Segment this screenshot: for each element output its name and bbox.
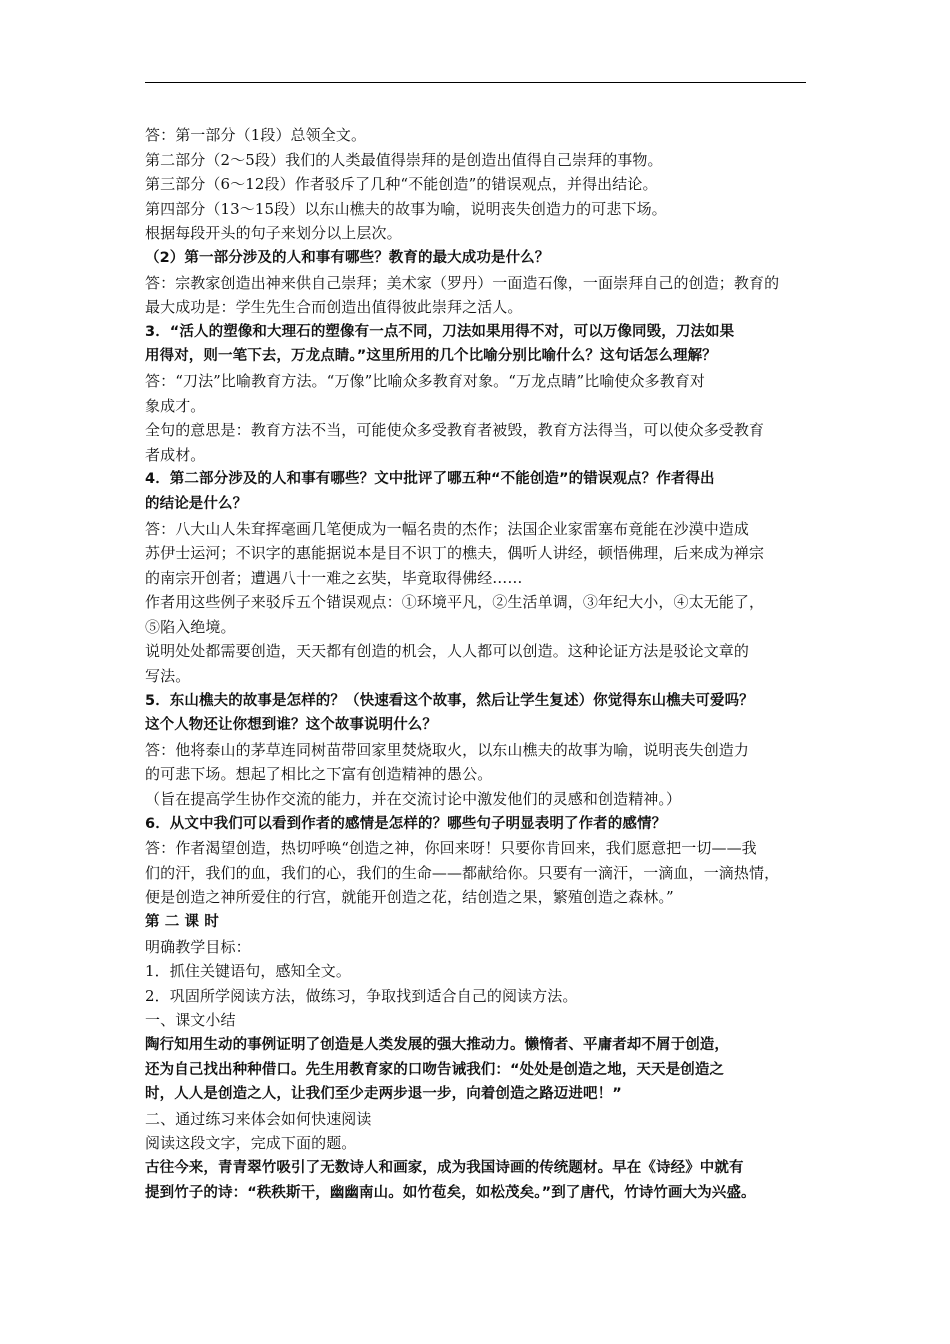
bold-text-line: 陶行知用生动的事例证明了创造是人类发展的强大推动力。懒惰者、平庸者却不屑于创造， xyxy=(145,1036,729,1053)
bold-text-line: 提到竹子的诗：“秩秩斯干，幽幽南山。如竹苞矣，如松茂矣。”到了唐代，竹诗竹画大为兴盛。 xyxy=(145,1184,756,1201)
text-line: 最大成功是：学生先生合而创造出值得彼此崇拜之活人。 xyxy=(145,298,523,317)
bold-text-line: 还为自己找出种种借口。先生用教育家的口吻告诫我们：“处处是创造之地，天天是创造之 xyxy=(145,1061,725,1078)
text-line: 全句的意思是：教育方法不当，可能使众多受教育者被毁，教育方法得当，可以使众多受教育 xyxy=(145,421,765,440)
text-line: ⑤陷入绝境。 xyxy=(145,617,236,636)
bold-text-line: 古往今来，青青翠竹吸引了无数诗人和画家，成为我国诗画的传统题材。早在《诗经》中就有 xyxy=(145,1159,744,1176)
text-line: （旨在提高学生协作交流的能力，并在交流讨论中激发他们的灵感和创造精神。） xyxy=(145,790,682,809)
text-line: 作者用这些例子来驳斥五个错误观点：①环境平凡，②生活单调，③年纪大小，④太无能了， xyxy=(145,593,765,612)
text-line: 第二部分（2～5段）我们的人类最值得崇拜的是创造出值得自己崇拜的事物。 xyxy=(145,150,663,169)
text-line: 苏伊士运河；不识字的惠能据说本是目不识丁的樵夫，偶听人讲经，顿悟佛理，后来成为禅宗 xyxy=(145,544,765,563)
bold-text-line: 这个人物还让你想到谁？这个故事说明什么？ xyxy=(145,717,437,734)
text-line: 明确教学目标： xyxy=(145,937,251,956)
text-line: 答：八大山人朱耷挥毫画几笔便成为一幅名贵的杰作；法国企业家雷塞布竟能在沙漠中造成 xyxy=(145,519,750,538)
text-line: 们的汗，我们的血，我们的心，我们的生命——都献给你。只要有一滴汗，一滴血，一滴热情， xyxy=(145,863,780,882)
text-line: 二、通过练习来体会如何快速阅读 xyxy=(145,1109,372,1128)
bold-text-line: 4．第二部分涉及的人和事有哪些？文中批评了哪五种“不能创造”的错误观点？作者得出 xyxy=(145,471,715,488)
bold-text-line: 时，人人是创造之人，让我们至少走两步退一步，向着创造之路迈进吧！” xyxy=(145,1086,622,1103)
text-line: 的可悲下场。想起了相比之下富有创造精神的愚公。 xyxy=(145,765,493,784)
document-body xyxy=(145,123,813,1205)
bold-text-line: 的结论是什么？ xyxy=(145,495,248,512)
text-line: 2．巩固所学阅读方法，做练习，争取找到适合自己的阅读方法。 xyxy=(145,986,578,1005)
bold-text-line: （2）第一部分涉及的人和事有哪些？教育的最大成功是什么？ xyxy=(145,249,550,266)
header-rule xyxy=(145,82,806,83)
text-line: 答：第一部分（1段）总领全文。 xyxy=(145,126,367,144)
text-line: 答：他将泰山的茅草连同树苗带回家里焚烧取火，以东山樵夫的故事为喻，说明丧失创造力 xyxy=(145,740,750,759)
bold-text-line: 3．“活人的塑像和大理石的塑像有一点不同，刀法如果用得不对，可以万像同毁，刀法如果 xyxy=(145,323,735,340)
text-line: 的南宗开创者；遭遇八十一难之玄奘，毕竟取得佛经…… xyxy=(145,568,523,587)
text-line: 一、课文小结 xyxy=(145,1011,236,1030)
text-line: 答：“刀法”比喻教育方法。“万像”比喻众多教育对象。“万龙点睛”比喻使众多教育对 xyxy=(145,371,706,390)
text-line: 说明处处都需要创造，天天都有创造的机会，人人都可以创造。这种论证方法是驳论文章的 xyxy=(145,642,750,661)
bold-text-line: 6．从文中我们可以看到作者的感情是怎样的？哪些句子明显表明了作者的感情？ xyxy=(145,815,667,832)
text-line: 第四部分（13～15段）以东山樵夫的故事为喻，说明丧失创造力的可悲下场。 xyxy=(145,199,667,218)
text-line: 答：宗教家创造出神来供自己崇拜；美术家（罗丹）一面造石像，一面崇拜自己的创造；教育的 xyxy=(145,273,780,292)
text-line: 阅读这段文字，完成下面的题。 xyxy=(145,1134,357,1153)
text-line: 答：作者渴望创造，热切呼唤“创造之神，你回来呀！只要你肯回来，我们愿意把一切——我 xyxy=(145,839,757,858)
text-line: 者成材。 xyxy=(145,445,206,464)
bold-text-line: 用得对，则一笔下去，万龙点睛。”这里所用的几个比喻分别比喻什么？这句话怎么理解？ xyxy=(145,348,717,365)
text-line: 便是创造之神所爱住的行宫，就能开创造之花，结创造之果，繁殖创造之森林。” xyxy=(145,888,674,907)
bold-text-line: 第 二 课 时 xyxy=(145,914,219,930)
text-line: 写法。 xyxy=(145,667,191,686)
bold-text-line: 5．东山樵夫的故事是怎样的？（快速看这个故事，然后让学生复述）你觉得东山樵夫可爱吗？ xyxy=(145,692,754,709)
text-line: 根据每段开头的句子来划分以上层次。 xyxy=(145,224,402,243)
text-line: 1．抓住关键语句，感知全文。 xyxy=(145,962,351,981)
text-line: 象成才。 xyxy=(145,396,206,415)
text-line: 第三部分（6～12段）作者驳斥了几种“不能创造”的错误观点，并得出结论。 xyxy=(145,175,658,194)
